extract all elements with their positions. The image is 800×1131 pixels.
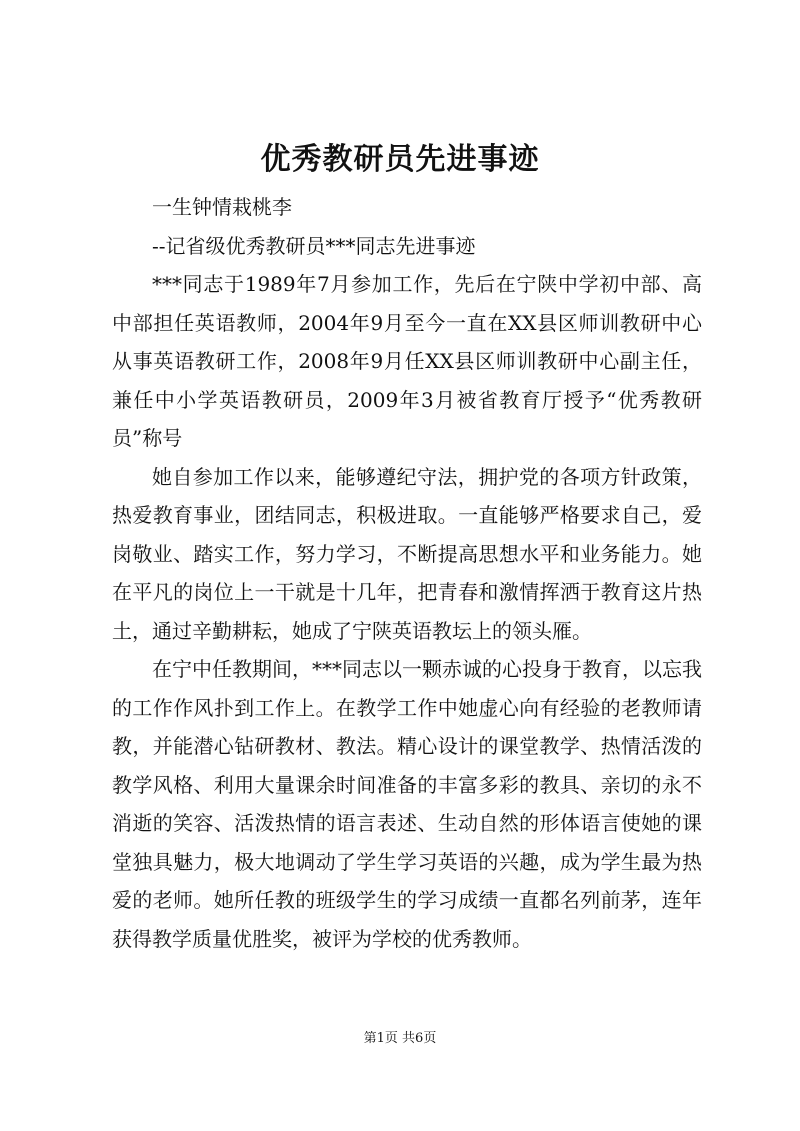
page-title: 优秀教研员先进事迹 (260, 142, 540, 177)
paragraph-1: ***同志于1989年7月参加工作，先后在宁陕中学初中部、高中部担任英语教师，2004年9月至今一直在XX县区师训教研中心从事英语教研工作，2008年9月任XX县区师训教研中心副主任，兼任中小学英语教研员，2009年3月被省教育厅授予“优秀教研员”称号 (112, 272, 702, 450)
page-footer: 第1页 共6页 (363, 1031, 437, 1046)
paragraph-2: 她自参加工作以来，能够遵纪守法，拥护党的各项方针政策，热爱教育事业，团结同志，积极进取。一直能够严格要求自己，爱岗敬业、踏实工作，努力学习，不断提高思想水平和业务能力。她在平凡的岗位上一干就是十几年，把青春和激情挥洒于教育这片热土，通过辛勤耕耘，她成了宁陕英语教坛上的领头雁。 (112, 464, 702, 643)
byline: --记省级优秀教研员***同志先进事迹 (152, 233, 476, 258)
paragraph-3: 在宁中任教期间，***同志以一颗赤诚的心投身于教育，以忘我的工作作风扑到工作上。在教学工作中她虚心向有经验的老教师请教，并能潜心钻研教材、教法。精心设计的课堂教学、热情活泼的教学风格、利用大量课余时间准备的丰富多彩的教具、亲切的永不消逝的笑容、活泼热情的语言表述、生动自然的形体语言使她的课堂独具魅力，极大地调动了学生学习英语的兴趣，成为学生最为热爱的老师。她所任教的班级学生的学习成绩一直都名列前茅，连年获得教学质量优胜奖，被评为学校的优秀教师。 (112, 657, 702, 951)
document-body (112, 188, 702, 958)
subtitle: 一生钟情栽桃李 (152, 195, 292, 219)
